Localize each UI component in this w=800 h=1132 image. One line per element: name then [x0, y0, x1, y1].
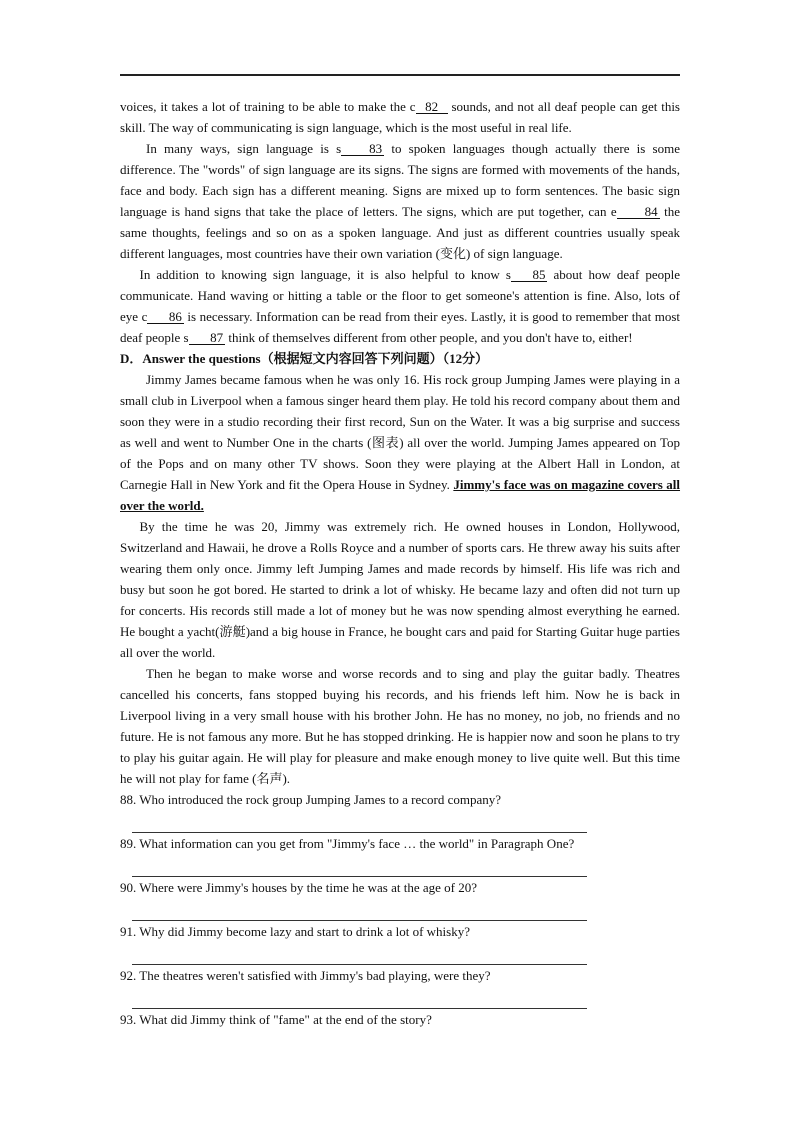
worksheet-body — [120, 96, 680, 1030]
blank-83[interactable]: 83 — [341, 142, 384, 156]
header-rule — [120, 74, 680, 76]
blank-86[interactable]: 86 — [147, 310, 184, 324]
question-91: 91. Why did Jimmy become lazy and start to drink a lot of whisky? — [120, 924, 470, 939]
answer-line-92[interactable] — [132, 986, 587, 1009]
answer-line-89[interactable] — [132, 854, 587, 877]
blank-85[interactable]: 85 — [511, 268, 548, 282]
underlined-sentence: Jimmy's face was on magazine covers all over the world. — [120, 477, 681, 513]
answer-line-90[interactable] — [132, 898, 587, 921]
blank-82[interactable]: 82 — [416, 100, 448, 114]
answer-line-88[interactable] — [132, 810, 587, 833]
passage-paragraph-1: Jimmy James became famous when he was only 16. His rock group Jumping James were playing in a small club in Liverpool when a famous singer heard them play. He told his record company about them and soon they were in a studio recording their first record, Sun on the Water. It was a big surprise and success as well and went to Number One in the charts (图表) all over the world. Jumping James appeared on Top of the Pops and on many other TV shows. Soon they were playing at the Albert Hall in London, at Carnegie Hall in New York and fit the Opera House in Sydney. Jimmy's face was on magazine covers all over the world. — [120, 372, 681, 513]
section-d-heading: D．Answer the questions（根据短文内容回答下列问题）（12分） — [120, 351, 489, 366]
answer-line-91[interactable] — [132, 942, 587, 965]
question-89: 89. What information can you get from "Jimmy's face … the world" in Paragraph One? — [120, 836, 575, 851]
question-90: 90. Where were Jimmy's houses by the time he was at the age of 20? — [120, 880, 477, 895]
paragraph-communication: In addition to knowing sign language, it is also helpful to know s 85 about how deaf people communicate. Hand waving or hitting a table or the floor to get someone's attention is fine. Also, lots of eye c 86 is necessary. Information can be read from their eyes. Lastly, it is good to remember that most deaf people s 87 think of themselves different from other people, and you don't have to, either! — [120, 267, 681, 345]
question-93: 93. What did Jimmy think of "fame" at the end of the story? — [120, 1012, 432, 1027]
paragraph-voices: voices, it takes a lot of training to be able to make the c 82 sounds, and not all deaf people can get this skill. The way of communicating is sign language, which is the most useful in real life. — [120, 99, 680, 135]
paragraph-sign-language: In many ways, sign language is s 83 to spoken languages though actually there is some difference. The "words" of sign language are its signs. The signs are formed with movements of the hands, face and body. Each sign has a different meaning. Signs are mixed up to form sentences. The basic sign language is hand signs that take the place of letters. The signs, which are put together, can e 84 the same thoughts, feelings and so on as a spoken language. And just as different countries usually speak different languages, most countries have their own variation (变化) of sign language. — [120, 141, 680, 261]
question-92: 92. The theatres weren't satisfied with Jimmy's bad playing, were they? — [120, 968, 491, 983]
blank-87[interactable]: 87 — [189, 331, 226, 345]
question-88: 88. Who introduced the rock group Jumping James to a record company? — [120, 792, 501, 807]
passage-paragraph-2: By the time he was 20, Jimmy was extremely rich. He owned houses in London, Hollywood, Switzerland and Hawaii, he drove a Rolls Royce and a number of sports cars. He threw away his suits after wearing them only once. Jimmy left Jumping James and made records by himself. His life was rich and busy but soon he got bored. He started to drink a lot of whisky. He became lazy and often did not turn up for concerts. His records still made a lot of money but he was now spending almost everything he earned. He bought a yacht(游艇)and a big house in France, he bought cars and paid for Starting Guitar huge parties all over the world. — [120, 519, 680, 660]
blank-84[interactable]: 84 — [617, 205, 660, 219]
passage-paragraph-3: Then he began to make worse and worse records and to sing and play the guitar badly. Theatres cancelled his concerts, fans stopped buying his records, and his friends left him. Now he is back in Liverpool living in a very small house with his brother John. He has no money, no job, no friends and no future. He is not famous any more. But he has stopped drinking. He is happier now and soon he plans to try to play his guitar again. He will play for pleasure and make enough money to live quite well. But this time he will not play for fame (名声). — [120, 666, 680, 786]
